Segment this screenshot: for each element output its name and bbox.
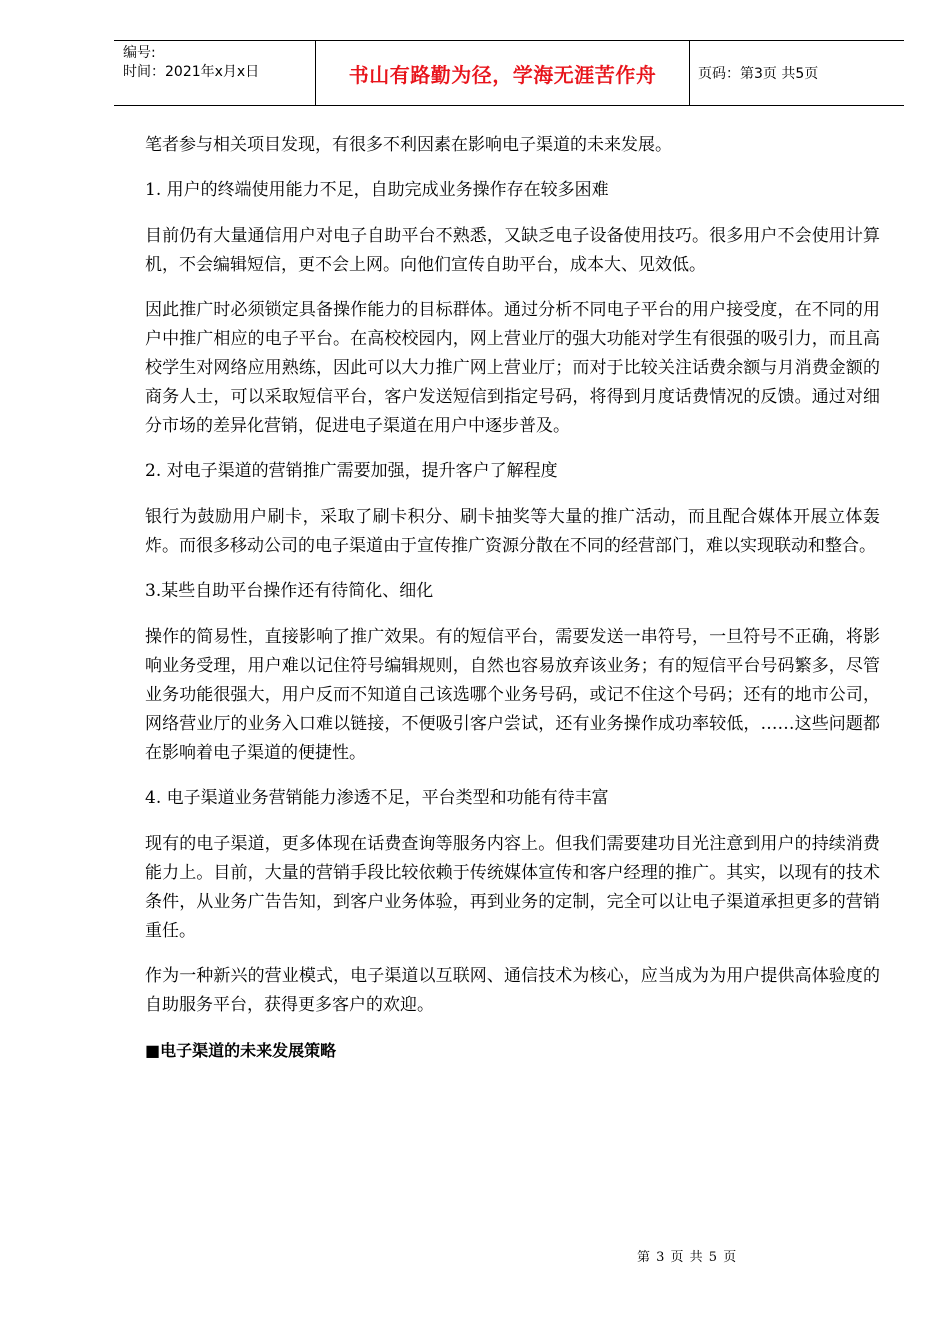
paragraph: 现有的电子渠道，更多体现在话费查询等服务内容上。但我们需要建功目光注意到用户的持续消费能力上。目前，大量的营销手段比较依赖于传统媒体宣传和客户经理的推广。其实，以现有的技术条件，从业务广告告知，到客户业务体验，再到业务的定制，完全可以让电子渠道承担更多的营销重任。 — [145, 834, 880, 941]
header-meta — [114, 41, 316, 105]
paragraph: 目前仍有大量通信用户对电子自助平台不熟悉，又缺乏电子设备使用技巧。很多用户不会使用计算机，不会编辑短信，更不会上网。向他们宣传自助平台，成本大、见效低。 — [145, 226, 880, 275]
section-title-strategy: ■电子渠道的未来发展策略 — [145, 1041, 337, 1060]
serial-label: 编号: — [123, 45, 156, 61]
header-page-info: 页码：第3页 共5页 — [698, 66, 819, 82]
page-footer: 第 3 页 共 5 页 — [637, 1250, 738, 1265]
paragraph: 操作的简易性，直接影响了推广效果。有的短信平台，需要发送一串符号，一旦符号不正确，将影响业务受理，用户难以记住符号编辑规则，自然也容易放弃该业务；有的短信平台号码繁多，尽管业务功能很强大，用户反而不知道自己该选哪个业务号码，或记不住这个号码；还有的地市公司，网络营业厅的业务入口难以链接，不便吸引客户尝试，还有业务操作成功率较低，……这些问题都在影响着电子渠道的便捷性。 — [145, 627, 880, 763]
section-heading-2: 2. 对电子渠道的营销推广需要加强，提升客户了解程度 — [145, 461, 558, 481]
paragraph: 因此推广时必须锁定具备操作能力的目标群体。通过分析不同电子平台的用户接受度，在不同的用户中推广相应的电子平台。在高校校园内，网上营业厅的强大功能对学生有很强的吸引力，而且高校学生对网络应用熟练，因此可以大力推广网上营业厅；而对于比较关注话费余额与月消费金额的商务人士，可以采取短信平台，客户发送短信到指定号码，将得到月度话费情况的反馈。通过对细分市场的差异化营销，促进电子渠道在用户中逐步普及。 — [145, 300, 880, 436]
document-body — [145, 131, 880, 1081]
section-heading-4: 4. 电子渠道业务营销能力渗透不足，平台类型和功能有待丰富 — [145, 788, 609, 808]
paragraph: 银行为鼓励用户刷卡，采取了刷卡积分、刷卡抽奖等大量的推广活动，而且配合媒体开展立体轰炸。而很多移动公司的电子渠道由于宣传推广资源分散在不同的经营部门，难以实现联动和整合。 — [145, 507, 880, 556]
paragraph: 作为一种新兴的营业模式，电子渠道以互联网、通信技术为核心，应当成为为用户提供高体验度的自助服务平台，获得更多客户的欢迎。 — [145, 966, 880, 1015]
paragraph-intro: 笔者参与相关项目发现，有很多不利因素在影响电子渠道的未来发展。 — [145, 135, 672, 155]
page-header — [114, 40, 904, 106]
time-label: 时间：2021年x月x日 — [123, 64, 260, 80]
header-motto: 书山有路勤为径，学海无涯苦作舟 — [316, 41, 690, 105]
section-heading-1: 1. 用户的终端使用能力不足，自助完成业务操作存在较多困难 — [145, 180, 609, 200]
section-heading-3: 3.某些自助平台操作还有待简化、细化 — [145, 581, 434, 601]
